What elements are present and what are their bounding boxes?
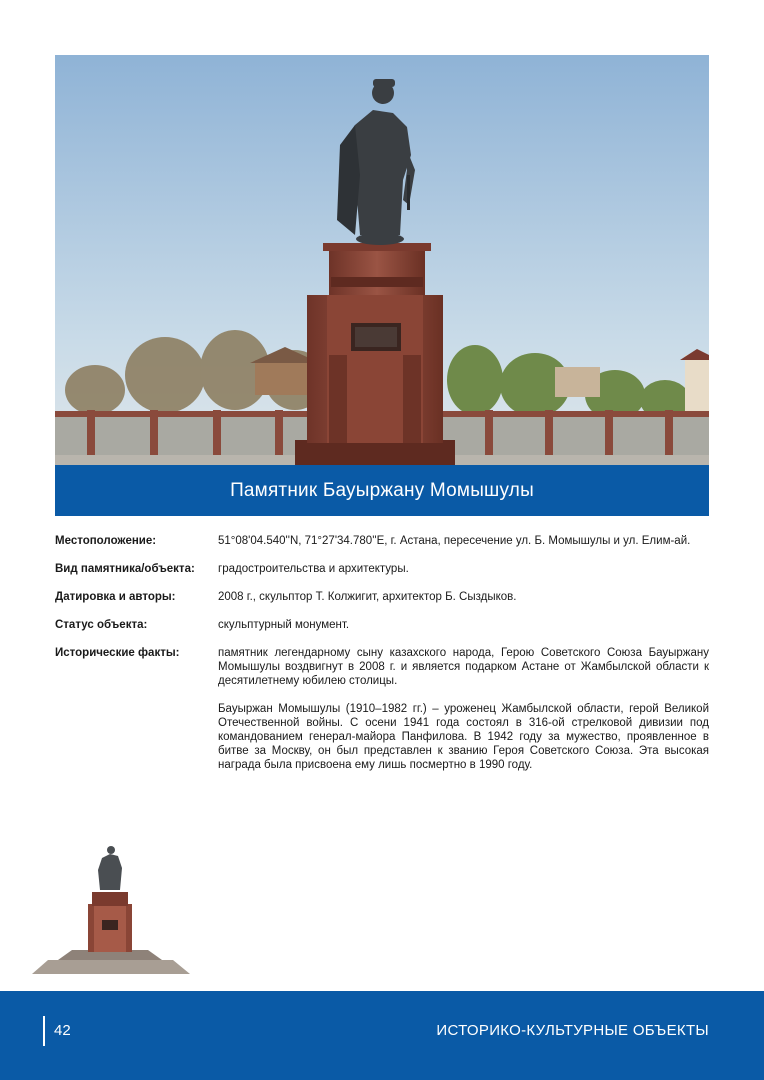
info-paragraph: 2008 г., скульптор Т. Колжигит, архитектор Б. Сыздыков.: [218, 591, 517, 603]
info-paragraph: Бауыржан Момышулы (1910–1982 гг.) – уроженец Жамбылской области, герой Великой Отечественной войны. С осени 1941 года состоял в 316-ой стрелковой дивизии под командованием генерал-майора Панфилова. В 1942 году за мужество, проявленное в битве за Москву, он был представлен к званию Героя Советского Союза. Эта высокая награда была присвоена ему лишь посмертно в 1990 году.: [218, 703, 709, 771]
page-footer: [0, 991, 764, 1080]
info-label: Вид памятника/объекта:: [55, 563, 195, 575]
footer-divider: [43, 1016, 45, 1046]
info-row: [55, 590, 709, 604]
monument-info: [55, 534, 709, 786]
monument-title-bar: [55, 465, 709, 516]
monument-thumbnail-illustration: [28, 842, 193, 980]
info-label: Статус объекта:: [55, 619, 148, 631]
monument-photo: [55, 55, 709, 465]
info-paragraph: градостроительства и архитектуры.: [218, 563, 409, 575]
info-paragraph: памятник легендарному сыну казахского народа, Герою Советского Союза Бауыржану Момышулы воздвигнут в 2008 г. и является подарком Астане от Жамбылской области к десятилетнему юбилею столицы.: [218, 647, 709, 687]
monument-photo-illustration: [55, 55, 709, 465]
page-number: 42: [54, 1022, 71, 1039]
info-value: [218, 562, 709, 576]
info-row: [55, 562, 709, 576]
info-paragraph: 51°08'04.540''N, 71°27'34.780''E, г. Астана, пересечение ул. Б. Момышулы и ул. Елим-ай.: [218, 535, 691, 547]
section-title: ИСТОРИКО-КУЛЬТУРНЫЕ ОБЪЕКТЫ: [436, 1022, 709, 1039]
info-row: [55, 646, 709, 772]
info-value: [218, 618, 709, 632]
info-value: [218, 534, 709, 548]
monument-title: Памятник Бауыржану Момышулы: [230, 479, 534, 501]
info-row: [55, 618, 709, 632]
info-label: Местоположение:: [55, 535, 157, 547]
info-row: [55, 534, 709, 548]
info-paragraph: скульптурный монумент.: [218, 619, 350, 631]
monument-thumbnail: [28, 842, 193, 980]
info-value: [218, 590, 709, 604]
info-label: Исторические факты:: [55, 647, 180, 659]
info-value: [218, 646, 709, 772]
info-label: Датировка и авторы:: [55, 591, 176, 603]
